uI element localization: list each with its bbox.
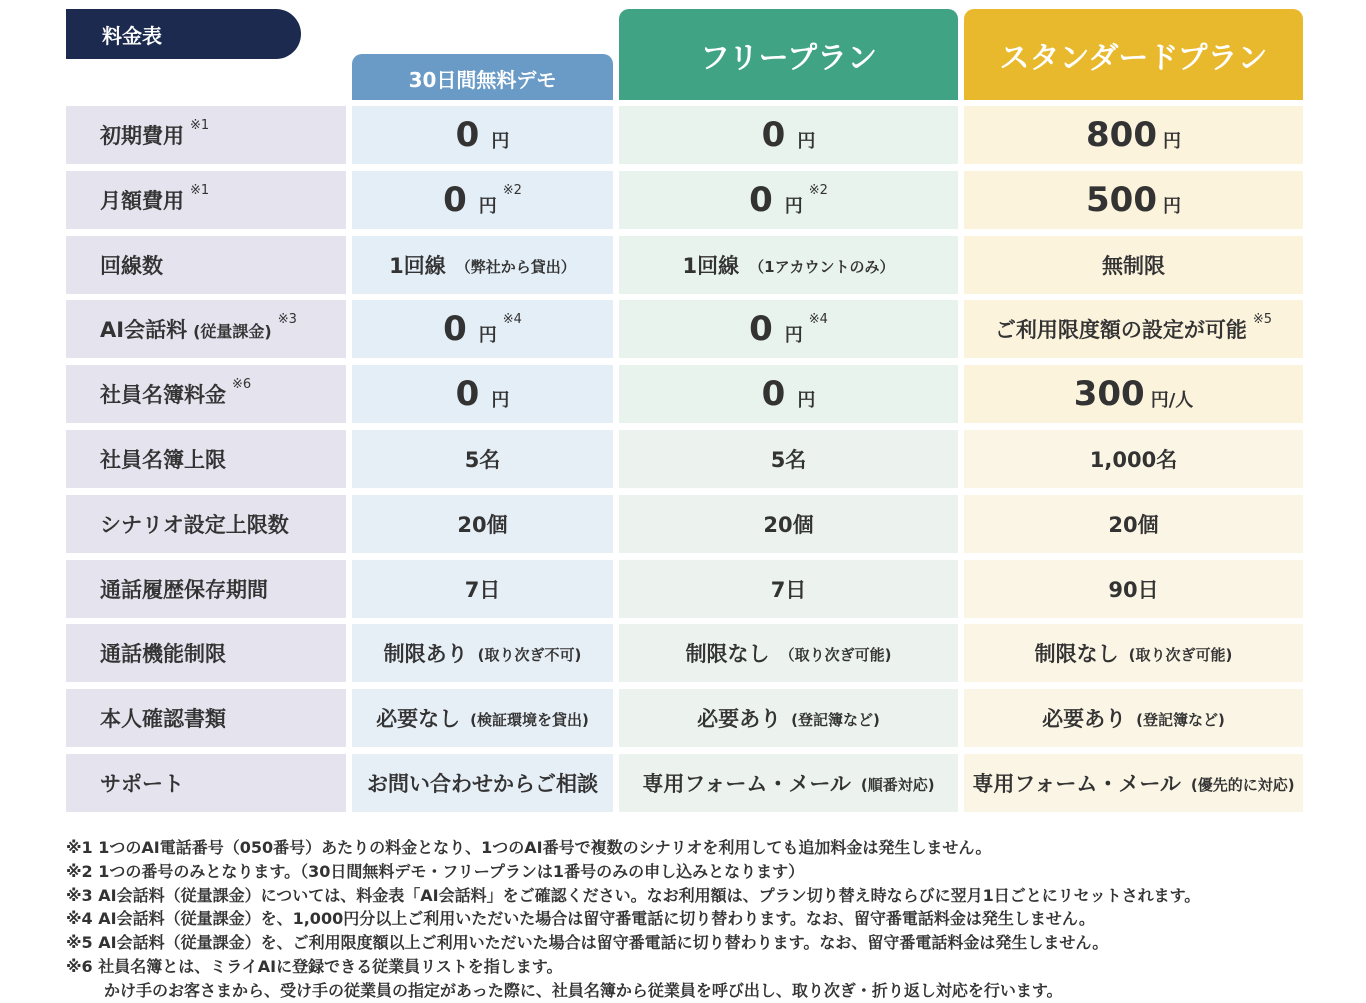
footnote: ※3 AI会話料（従量課金）については、料金表「AI会話料」をご確認ください。なお利用額は、プラン切り替え時ならびに翌月1日ごとにリセットされます。	[66, 885, 1201, 905]
footnote: ※6 社員名簿とは、ミライAIに登録できる従業員リストを指します。	[66, 956, 563, 976]
price-unit: 円	[478, 325, 497, 346]
footnote-mark: ※3	[277, 311, 297, 327]
cell-note: (登記簿など)	[791, 710, 880, 729]
cell-demo	[352, 495, 613, 553]
row-label-text: 社員名簿上限	[100, 448, 226, 472]
cell-demo	[352, 754, 613, 812]
cell-standard	[964, 106, 1303, 164]
price-unit: 円	[784, 196, 803, 217]
row-label-text: 通話履歴保存期間	[100, 578, 268, 602]
cell-standard	[964, 365, 1303, 423]
row-label	[66, 430, 346, 488]
cell-note: （弊社から貸出）	[455, 257, 576, 276]
row-label	[66, 236, 346, 294]
row-label-text: 回線数	[100, 254, 163, 278]
footnote: ※5 AI会話料（従量課金）を、ご利用限度額以上ご利用いただいた場合は留守番電話に切り替わります。なお、留守番電話料金は発生しません。	[66, 933, 1109, 953]
cell-value: お問い合わせからご相談	[367, 772, 598, 796]
cell-value: 1回線	[389, 254, 446, 278]
row-label	[66, 560, 346, 618]
cell-value: 20個	[1108, 513, 1159, 537]
price-unit: 円	[491, 131, 510, 152]
plan-header-free-label: フリープラン	[699, 40, 878, 76]
footnotes	[66, 836, 1346, 1003]
cell-value: 制限なし	[1034, 642, 1119, 666]
footnote-mark: ※2	[808, 182, 828, 198]
row-label	[66, 300, 346, 358]
row-label-text: 初期費用	[100, 124, 184, 148]
cell-value: 必要なし	[376, 707, 461, 731]
plan-header-demo	[352, 54, 613, 100]
price-unit: 円	[1162, 131, 1181, 152]
price-value: 500	[1086, 180, 1157, 220]
footnote-mark: ※4	[502, 311, 522, 327]
cell-standard	[964, 236, 1303, 294]
cell-note: (登記簿など)	[1136, 710, 1225, 729]
footnote-mark: ※4	[808, 311, 828, 327]
cell-free	[619, 560, 958, 618]
price-unit: 円/人	[1150, 390, 1194, 411]
cell-demo	[352, 365, 613, 423]
row-label	[66, 689, 346, 747]
row-label-text: 社員名簿料金	[100, 383, 226, 407]
cell-demo	[352, 300, 613, 358]
cell-free	[619, 430, 958, 488]
row-label-text: サポート	[100, 772, 184, 796]
cell-standard	[964, 495, 1303, 553]
cell-note: (順番対応)	[860, 775, 935, 794]
cell-free	[619, 689, 958, 747]
cell-free	[619, 365, 958, 423]
cell-value: 必要あり	[697, 707, 782, 731]
cell-value: 専用フォーム・メール	[642, 772, 851, 796]
cell-value: 20個	[457, 513, 508, 537]
footnote: ※1 1つのAI電話番号（050番号）あたりの料金となり、1つのAI番号で複数のシナリオを利用しても追加料金は発生しません。	[66, 838, 992, 857]
row-label-text: AI会話料	[100, 318, 188, 342]
price-unit: 円	[797, 131, 816, 152]
row-label-note: (従量課金)	[193, 321, 272, 341]
price-unit: 円	[491, 390, 510, 411]
plan-header-standard-label: スタンダードプラン	[999, 40, 1268, 76]
cell-demo	[352, 236, 613, 294]
price-value: 0	[761, 374, 786, 414]
cell-value: 7日	[770, 578, 807, 602]
price-unit: 円	[784, 325, 803, 346]
price-value: 0	[749, 309, 773, 349]
cell-value: 必要あり	[1042, 707, 1127, 731]
cell-demo	[352, 689, 613, 747]
row-label-text: シナリオ設定上限数	[100, 513, 289, 537]
cell-free	[619, 754, 958, 812]
cell-note: (取り次ぎ不可)	[477, 645, 582, 664]
plan-header-free	[619, 9, 958, 100]
cell-standard	[964, 689, 1303, 747]
footnote-mark: ※1	[190, 117, 210, 133]
plan-header-standard	[964, 9, 1303, 100]
cell-free	[619, 624, 958, 682]
cell-value: 制限なし	[685, 642, 770, 666]
cell-standard	[964, 624, 1303, 682]
price-unit: 円	[1162, 196, 1181, 217]
price-value: 0	[443, 309, 467, 349]
footnote: ※4 AI会話料（従量課金）を、1,000円分以上ご利用いただいた場合は留守番電話に切り替わります。なお、留守番電話料金は発生しません。	[66, 909, 1095, 929]
price-value: 0	[455, 374, 480, 414]
row-label	[66, 495, 346, 553]
cell-value: 5名	[770, 448, 807, 472]
cell-value: 1回線	[682, 254, 740, 278]
cell-free	[619, 236, 958, 294]
cell-standard	[964, 430, 1303, 488]
cell-demo	[352, 430, 613, 488]
cell-demo	[352, 171, 613, 229]
cell-free	[619, 300, 958, 358]
cell-standard	[964, 171, 1303, 229]
price-unit: 円	[478, 196, 497, 217]
row-label	[66, 106, 346, 164]
cell-note: （1アカウントのみ）	[749, 257, 895, 276]
price-value: 0	[761, 115, 786, 155]
row-label-text: 本人確認書類	[100, 707, 226, 731]
cell-note: (検証環境を貸出)	[470, 710, 589, 729]
cell-note: (取り次ぎ可能)	[1128, 645, 1233, 664]
cell-note: （取り次ぎ可能)	[779, 645, 892, 664]
row-label	[66, 365, 346, 423]
cell-value: 7日	[464, 578, 501, 602]
cell-value: ご利用限度額の設定が可能	[994, 318, 1247, 342]
row-label	[66, 171, 346, 229]
cell-standard	[964, 560, 1303, 618]
cell-value: 専用フォーム・メール	[972, 772, 1181, 796]
cell-value: 20個	[763, 513, 814, 537]
cell-demo	[352, 106, 613, 164]
cell-note: (優先的に対応)	[1190, 775, 1295, 794]
footnote: かけ手のお客さまから、受け手の従業員の指定があった際に、社員名簿から従業員を呼び出し、取り次ぎ・折り返し対応を行います。	[104, 980, 1063, 1000]
price-value: 0	[749, 180, 773, 220]
cell-demo	[352, 560, 613, 618]
cell-value: 90日	[1108, 578, 1159, 602]
row-label	[66, 754, 346, 812]
row-label-text: 通話機能制限	[100, 642, 226, 666]
row-label-text: 月額費用	[100, 189, 184, 213]
footnote-mark: ※2	[502, 182, 522, 198]
price-value: 0	[455, 115, 480, 155]
plan-header-demo-label: 30日間無料デモ	[408, 67, 557, 92]
price-value: 300	[1073, 374, 1145, 414]
cell-value: 5名	[464, 448, 501, 472]
cell-value: 1,000名	[1089, 448, 1178, 472]
cell-demo	[352, 624, 613, 682]
cell-standard	[964, 300, 1303, 358]
cell-value: 制限あり	[383, 642, 468, 666]
footnote-mark: ※6	[232, 376, 252, 392]
cell-standard	[964, 754, 1303, 812]
cell-value: 無制限	[1102, 254, 1165, 278]
price-value: 0	[443, 180, 467, 220]
footnote-mark: ※5	[1252, 311, 1273, 327]
row-label	[66, 624, 346, 682]
pricing-table-title-text: 料金表	[102, 23, 162, 48]
cell-free	[619, 495, 958, 553]
cell-free	[619, 106, 958, 164]
price-value: 800	[1086, 115, 1157, 155]
cell-free	[619, 171, 958, 229]
footnote: ※2 1つの番号のみとなります。（30日間無料デモ・フリープランは1番号のみの申し込みとなります）	[66, 861, 805, 881]
pricing-table-title	[66, 9, 301, 59]
price-unit: 円	[797, 390, 816, 411]
footnote-mark: ※1	[190, 182, 210, 198]
